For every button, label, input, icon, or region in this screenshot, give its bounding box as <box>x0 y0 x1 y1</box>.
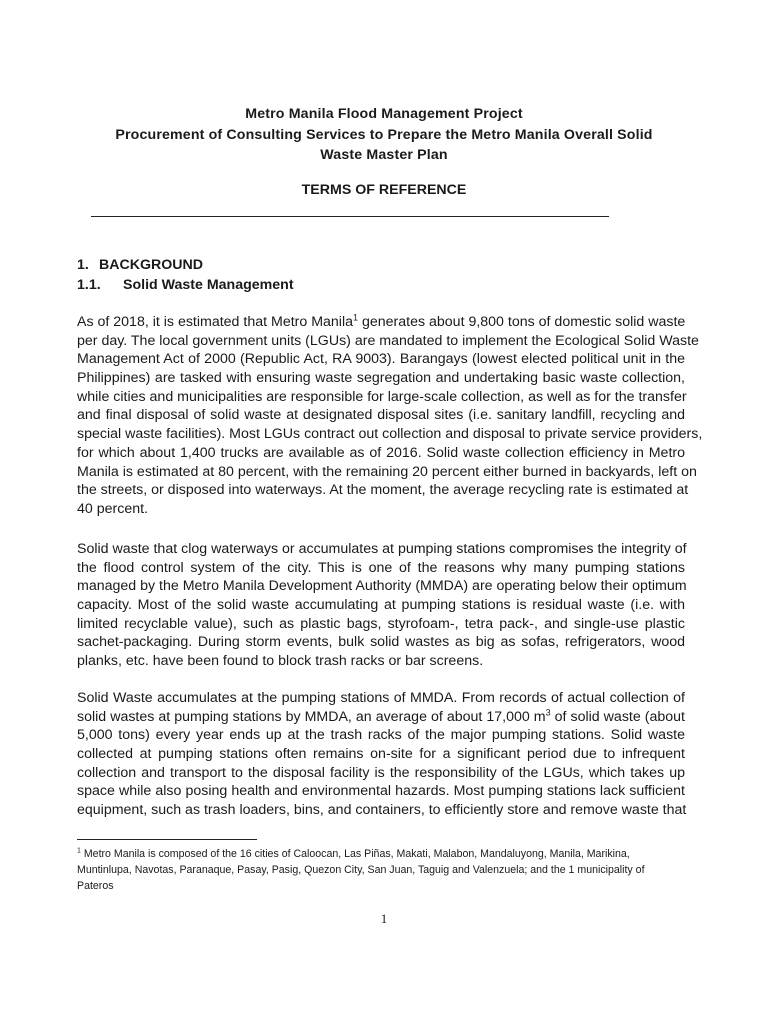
subsection-title: Solid Waste Management <box>123 277 294 293</box>
footnote-line: $^1$ Metro Manila is composed of the 16 cities of Caloocan, Las Piñas, Makati, Malabon, Mandaluyong, Manila, Marikina, <box>77 847 630 860</box>
footnote-line: Pateros <box>77 880 114 892</box>
text-line: per day. The local government units (LGUs) are mandated to implement the Ecological Solid Waste <box>77 332 699 349</box>
paragraph-3 <box>77 689 685 820</box>
text-line: sachet-packaging. During storm events, bulk solid wastes as big as sofas, refrigerators, wood <box>77 634 685 651</box>
title-line: Metro Manila Flood Management Project <box>245 106 523 122</box>
section-number: 1. <box>77 257 89 273</box>
text-line: solid wastes at pumping stations by MMDA, an average of about 17,000 $m^3$ of solid waste (about <box>77 706 685 725</box>
text-line: and final disposal of solid waste at designated disposal sites (i.e. sanitary landfill, recycling and <box>77 407 685 424</box>
footnote-marker: 1 <box>77 847 81 855</box>
subsection-heading <box>77 275 294 295</box>
title-line: Waste Master Plan <box>320 147 448 163</box>
text-line: Philippines) are tasked with ensuring waste segregation and undertaking basic waste collection, <box>77 370 685 387</box>
footnote <box>77 846 689 894</box>
text-line: Management Act of 2000 (Republic Act, RA 9003). Barangays (lowest elected political unit in the <box>77 351 685 368</box>
text-line: Manila is estimated at 80 percent, with the remaining 20 percent either burned in backyards, left on <box>77 463 697 480</box>
text-line: collected at pumping stations often remains on-site for a significant period due to infrequent <box>77 746 685 763</box>
paragraph-2 <box>77 540 685 671</box>
paragraph-1 <box>77 312 703 519</box>
superscript: 3 <box>545 706 551 717</box>
text-line: space while also posing health and environmental hazards. Most pumping stations lack sufficient <box>77 783 685 800</box>
section-title: BACKGROUND <box>99 257 204 273</box>
text-line: limited recyclable value), such as plastic bags, styrofoam-, tetra pack-, and single-use plastic <box>77 615 685 632</box>
text-line: the streets, or disposed into waterways. At the moment, the average recycling rate is estimated at <box>77 482 689 499</box>
text-line: capacity. Most of the solid waste accumulating at pumping stations is residual waste (i.e. with <box>77 597 685 614</box>
text-line: 40 percent. <box>77 500 148 517</box>
text-line: As of 2018, it is estimated that Metro Manila$^1$ generates about 9,800 tons of domestic solid waste <box>77 312 686 330</box>
text-line: equipment, such as trash loaders, bins, and containers, to efficiently store and remove waste that <box>77 802 687 819</box>
text-line: managed by the Metro Manila Development Authority (MMDA) are operating below their optimum <box>77 578 687 595</box>
title-line: Procurement of Consulting Services to Prepare the Metro Manila Overall Solid <box>115 126 653 143</box>
text-line: 5,000 tons) every year ends up at the trash racks of the major pumping stations. Solid waste <box>77 727 685 744</box>
text-line: special waste facilities). Most LGUs contract out collection and disposal to private service providers, <box>77 426 703 443</box>
page-number: 1 <box>380 911 388 926</box>
title-divider <box>91 216 609 217</box>
text-line: for which about 1,400 trucks are available as of 2016. Solid waste collection efficiency in Metro <box>77 444 685 461</box>
footnote-reference[interactable]: 1 <box>353 312 359 323</box>
section-heading <box>77 255 203 275</box>
text-line: the flood control system of the city. This is one of the reasons why many pumping stations <box>77 559 685 576</box>
document-subtitle: TERMS OF REFERENCE <box>301 182 467 198</box>
text-line: collection and transport to the disposal facility is the responsibility of the LGUs, which takes up <box>77 764 685 781</box>
footnote-divider <box>77 839 257 840</box>
document-title <box>60 104 708 166</box>
text-line: while cities and municipalities are responsible for large-scale collection, as well as for the transfer <box>77 388 687 405</box>
text-line: Solid Waste accumulates at the pumping stations of MMDA. From records of actual collection of <box>77 690 685 706</box>
footnote-line: Muntinlupa, Navotas, Paranaque, Pasay, Pasig, Quezon City, San Juan, Taguig and Valenzuela; and the 1 municipality of <box>77 864 645 876</box>
text-line: planks, etc. have been found to block trash racks or bar screens. <box>77 653 484 670</box>
subsection-number: 1.1. <box>77 277 101 293</box>
text-line: Solid waste that clog waterways or accumulates at pumping stations compromises the integrity of <box>77 541 687 557</box>
